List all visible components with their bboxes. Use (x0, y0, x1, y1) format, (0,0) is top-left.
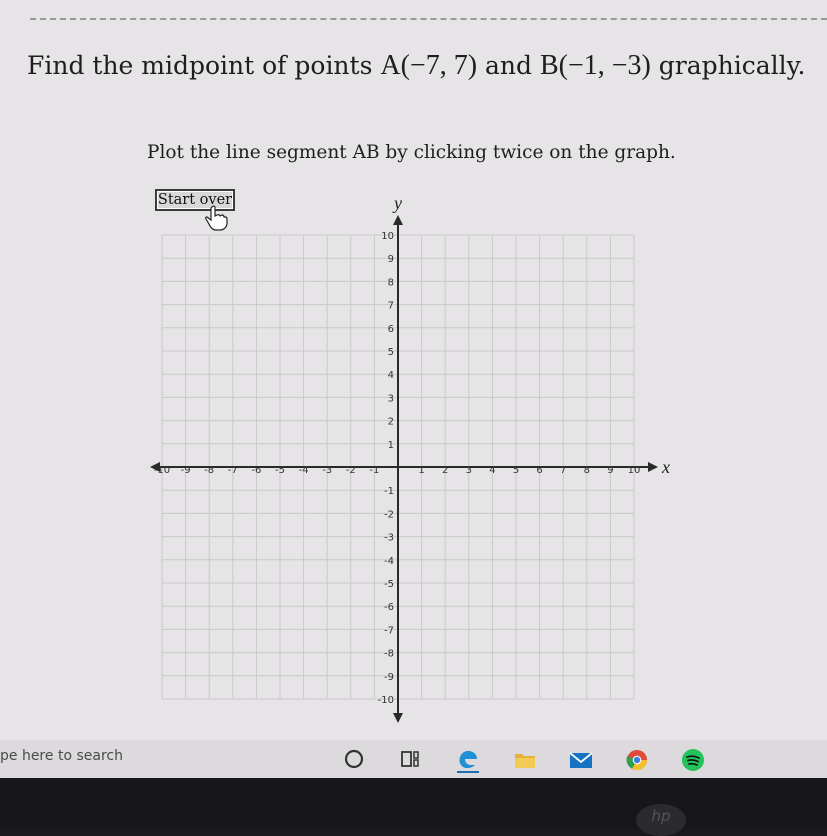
y-tick-label: -8 (384, 648, 394, 660)
x-tick-label: 2 (442, 465, 449, 476)
x-tick-label: 10 (627, 465, 641, 476)
x-tick-label: -7 (227, 465, 238, 476)
graph-axes (150, 215, 658, 723)
x-tick-label: -2 (345, 465, 356, 476)
start-over-button[interactable]: Start over (155, 189, 235, 211)
y-tick-label: -4 (384, 555, 394, 567)
x-axis-arrow-right (648, 462, 658, 472)
x-tick-label: -9 (180, 465, 191, 476)
edge-icon[interactable] (455, 747, 481, 773)
x-tick-label: -6 (251, 465, 262, 476)
y-tick-label: -10 (377, 695, 394, 706)
y-tick-label: -2 (384, 509, 394, 521)
file-explorer-icon[interactable] (512, 747, 538, 773)
y-axis-arrow-down (393, 713, 403, 723)
y-tick-label: 7 (387, 300, 394, 312)
y-tick-label: -3 (384, 532, 394, 544)
point-b: B(−1, −3) (539, 50, 651, 81)
x-tick-label: 6 (536, 465, 543, 476)
x-tick-label: 7 (560, 465, 567, 476)
x-tick-label: -10 (153, 465, 171, 476)
x-tick-label: -4 (298, 465, 309, 476)
x-tick-label: -5 (275, 465, 285, 476)
y-tick-label: 6 (387, 323, 394, 335)
y-tick-label: 1 (387, 439, 394, 451)
y-tick-label: 9 (387, 254, 394, 266)
taskbar-search[interactable]: pe here to search (0, 748, 123, 764)
cortana-circle-icon[interactable] (342, 747, 366, 771)
x-tick-label: 9 (607, 465, 614, 476)
y-tick-label: -1 (384, 486, 394, 498)
mail-icon[interactable] (567, 747, 595, 773)
point-a: A(−7, 7) (380, 50, 478, 81)
y-tick-label: 8 (387, 277, 394, 289)
y-tick-label: -7 (384, 625, 394, 637)
y-tick-label: 10 (381, 231, 394, 242)
x-axis-label: x (662, 457, 670, 477)
x-tick-label: -3 (322, 465, 333, 476)
x-tick-label: 1 (418, 465, 425, 476)
x-tick-label: -1 (369, 465, 380, 476)
question-prefix: Find the midpoint of points (27, 51, 381, 80)
y-axis-label: y (394, 193, 402, 213)
x-tick-label: 5 (512, 465, 520, 476)
question-suffix: graphically. (650, 51, 806, 80)
y-tick-label: 2 (387, 416, 394, 428)
y-tick-label: 5 (387, 347, 394, 358)
chrome-icon[interactable] (624, 747, 650, 773)
x-tick-label: 4 (489, 465, 496, 476)
instruction-text: Plot the line segment AB by clicking twice on the graph. (147, 142, 676, 163)
y-tick-label: -5 (384, 579, 394, 590)
x-tick-label: -8 (204, 465, 215, 476)
y-tick-label: -9 (384, 671, 394, 683)
y-axis-arrow-up (393, 215, 403, 225)
y-tick-label: -6 (384, 602, 394, 614)
y-tick-labels (378, 231, 394, 706)
y-tick-label: 3 (387, 393, 394, 405)
task-view-icon[interactable] (398, 747, 424, 771)
laptop-bezel (0, 778, 827, 828)
spotify-icon[interactable] (680, 747, 706, 773)
x-tick-label: 8 (583, 465, 590, 476)
question-conj: and (477, 51, 540, 80)
x-tick-label: 3 (465, 465, 472, 476)
hand-pointer-icon (203, 205, 229, 231)
y-tick-label: 4 (387, 370, 394, 382)
brand-logo: hp (636, 804, 686, 836)
